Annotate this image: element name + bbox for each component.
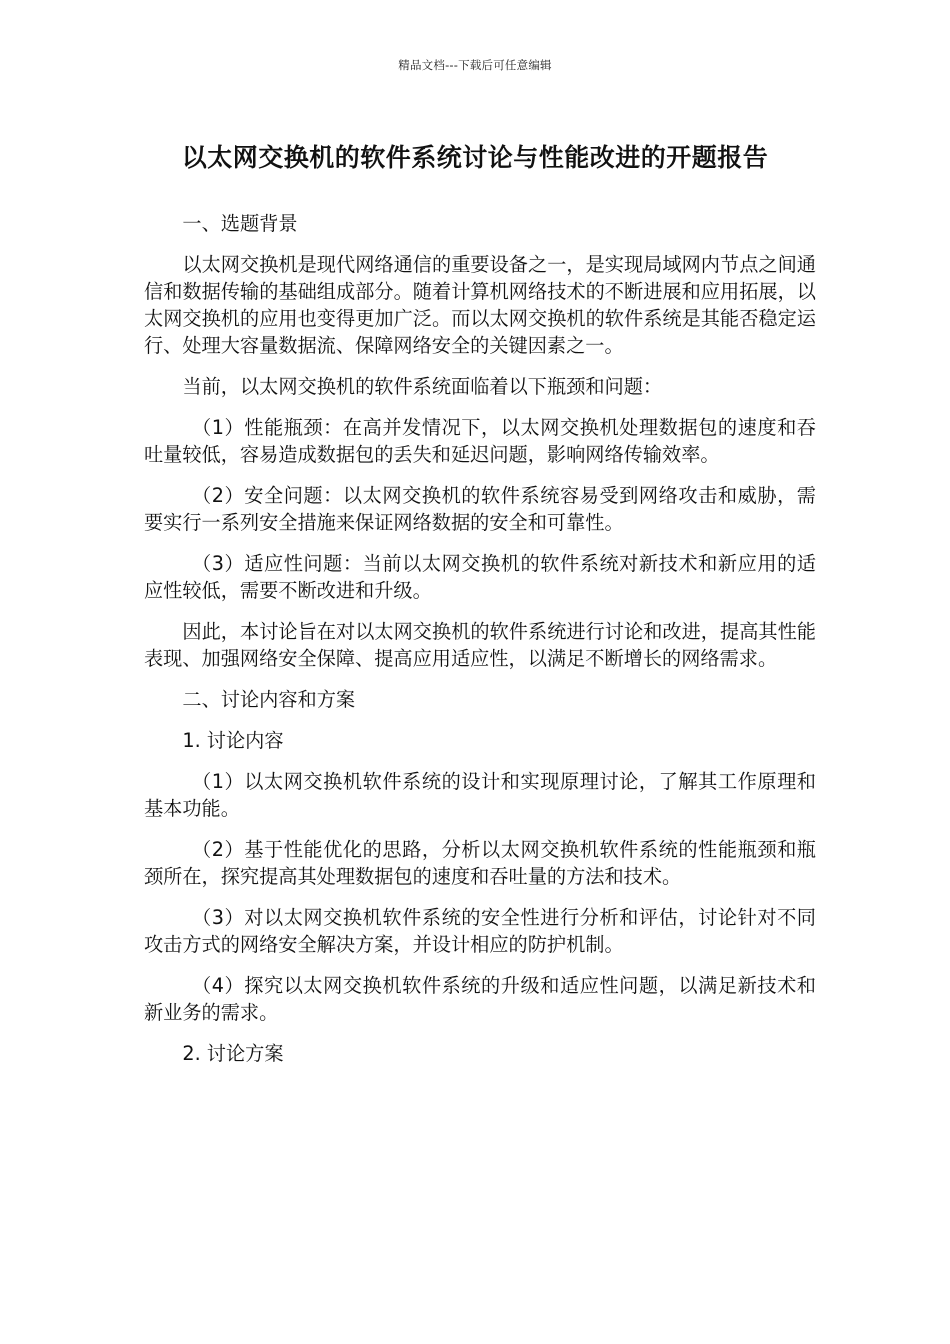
paragraph-background-intro: 以太网交换机是现代网络通信的重要设备之一，是实现局域网内节点之间通信和数据传输的基础组成部分。随着计算机网络技术的不断进展和应用拓展，以太网交换机的应用也变得更加广泛。而以太网交换机的软件系统是其能否稳定运行、处理大容量数据流、保障网络安全的关键因素之一。 xyxy=(144,253,816,357)
section-heading-background: 一、选题背景 xyxy=(182,212,298,235)
document-title: 以太网交换机的软件系统讨论与性能改进的开题报告 xyxy=(181,143,769,172)
document-body xyxy=(144,210,816,1081)
content-item-4: （4）探究以太网交换机软件系统的升级和适应性问题，以满足新技术和新业务的需求。 xyxy=(144,974,816,1024)
issue-item-performance: （1）性能瓶颈：在高并发情况下，以太网交换机处理数据包的速度和吞吐量较低，容易造成数据包的丢失和延迟问题，影响网络传输效率。 xyxy=(144,416,816,466)
issue-item-adaptability: （3）适应性问题：当前以太网交换机的软件系统对新技术和新应用的适应性较低，需要不断改进和升级。 xyxy=(144,552,816,602)
content-item-1: （1）以太网交换机软件系统的设计和实现原理讨论，了解其工作原理和基本功能。 xyxy=(144,770,816,820)
content-item-3: （3）对以太网交换机软件系统的安全性进行分析和评估，讨论针对不同攻击方式的网络安全解决方案，并设计相应的防护机制。 xyxy=(144,906,816,956)
paragraph-purpose: 因此，本讨论旨在对以太网交换机的软件系统进行讨论和改进，提高其性能表现、加强网络安全保障、提高应用适应性，以满足不断增长的网络需求。 xyxy=(144,620,816,670)
section-heading-content-plan: 二、讨论内容和方案 xyxy=(182,688,356,711)
paragraph-current-issues: 当前，以太网交换机的软件系统面临着以下瓶颈和问题： xyxy=(182,375,663,398)
subsection-heading-plan: 2. 讨论方案 xyxy=(182,1042,284,1065)
header-note: 精品文档---下载后可任意编辑 xyxy=(398,58,552,72)
subsection-heading-content: 1. 讨论内容 xyxy=(182,729,284,752)
content-item-2: （2）基于性能优化的思路，分析以太网交换机软件系统的性能瓶颈和瓶颈所在，探究提高其处理数据包的速度和吞吐量的方法和技术。 xyxy=(144,838,816,888)
issue-item-security: （2）安全问题：以太网交换机的软件系统容易受到网络攻击和威胁，需要实行一系列安全措施来保证网络数据的安全和可靠性。 xyxy=(144,484,816,534)
